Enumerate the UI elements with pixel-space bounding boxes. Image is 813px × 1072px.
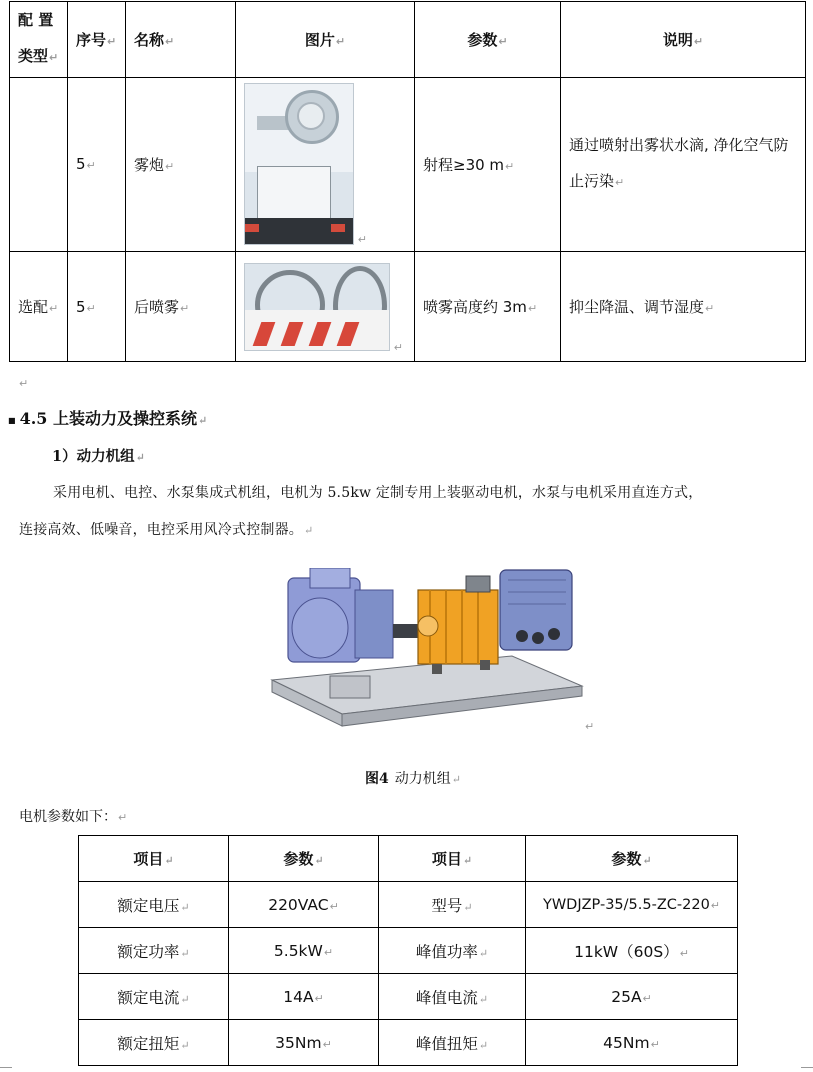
param-label: 额定功率 ↵	[79, 928, 229, 974]
power-unit-figure	[270, 568, 590, 746]
config-table-header-row	[10, 2, 806, 78]
cell-type	[10, 77, 68, 251]
param-value: 14A ↵	[229, 974, 379, 1020]
param-label: 峰值电流 ↵	[379, 974, 526, 1020]
table-row	[79, 882, 738, 928]
cell-type: 选配 ↵	[10, 252, 68, 362]
table-row	[10, 77, 806, 251]
table-row	[10, 252, 806, 362]
table-row	[79, 928, 738, 974]
body-paragraph-continued: 连接高效、低噪音，电控采用风冷式控制器。 ↵	[19, 519, 313, 539]
param-label: 型号 ↵	[379, 882, 526, 928]
param-value: YWDJZP-35/5.5-ZC-220 ↵	[526, 882, 738, 928]
page-corner-mark	[0, 1067, 12, 1068]
cell-serial-no: 5 ↵	[68, 252, 126, 362]
cell-serial-no: 5 ↵	[68, 77, 126, 251]
param-value: 25A ↵	[526, 974, 738, 1020]
motor-table-header-row	[79, 836, 738, 882]
cell-image	[236, 252, 415, 362]
header-value: 参数 ↵	[229, 836, 379, 882]
param-value: 45Nm ↵	[526, 1020, 738, 1066]
motor-params-table	[78, 835, 738, 1066]
param-label: 峰值功率 ↵	[379, 928, 526, 974]
param-value: 220VAC ↵	[229, 882, 379, 928]
param-label: 额定电压 ↵	[79, 882, 229, 928]
cell-param: 射程≥30 m ↵	[415, 77, 561, 251]
param-value: 5.5kW ↵	[229, 928, 379, 974]
rear-spray-photo	[244, 263, 390, 351]
figure-caption: 图4 动力机组 ↵	[365, 768, 461, 788]
param-value: 35Nm ↵	[229, 1020, 379, 1066]
subsection-heading: 1）动力机组 ↵	[52, 445, 145, 466]
param-label: 额定电流 ↵	[79, 974, 229, 1020]
paragraph-mark	[585, 720, 594, 733]
table-row	[79, 974, 738, 1020]
table-row	[79, 1020, 738, 1066]
empty-paragraph-mark	[18, 372, 28, 391]
cell-desc: 抑尘降温、调节湿度 ↵	[561, 252, 806, 362]
body-paragraph: 采用电机、电控、水泵集成式机组，电机为 5.5kw 定制专用上装驱动电机，水泵与电机采用直连方式，	[53, 485, 703, 501]
header-desc: 说明 ↵	[561, 2, 806, 78]
header-image: 图片 ↵	[236, 2, 415, 78]
header-item: 项目 ↵	[79, 836, 229, 882]
param-label: 峰值扭矩 ↵	[379, 1020, 526, 1066]
param-label: 额定扭矩 ↵	[79, 1020, 229, 1066]
header-serial-no: 序号 ↵	[68, 2, 126, 78]
header-name: 名称 ↵	[126, 2, 236, 78]
params-intro: 电机参数如下： ↵	[19, 806, 127, 826]
header-value: 参数 ↵	[526, 836, 738, 882]
header-params: 参数 ↵	[415, 2, 561, 78]
param-value: 11kW（60S） ↵	[526, 928, 738, 974]
header-config-type: 配 置 类型 ↵	[10, 2, 68, 78]
mist-cannon-photo	[244, 83, 354, 245]
cell-desc: 通过喷射出雾状水滴, 净化空气防止污染 ↵	[561, 77, 806, 251]
cell-image	[236, 77, 415, 251]
cell-name: 雾炮 ↵	[126, 77, 236, 251]
config-table	[9, 1, 806, 362]
cell-name: 后喷雾 ↵	[126, 252, 236, 362]
page-corner-mark	[801, 1067, 813, 1068]
header-item: 项目 ↵	[379, 836, 526, 882]
section-heading: ■ 4.5 上装动力及操控系统 ↵	[8, 406, 207, 429]
cell-param: 喷雾高度约 3m ↵	[415, 252, 561, 362]
